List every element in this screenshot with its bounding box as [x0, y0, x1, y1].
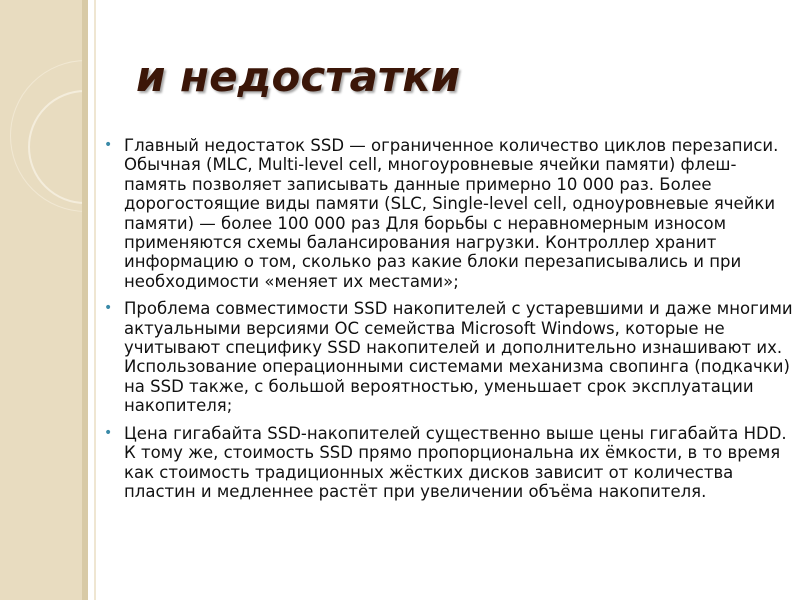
bullet-item-2 [104, 299, 794, 415]
divider-line [94, 0, 96, 600]
bullet-icon: • [104, 137, 113, 153]
bullet-text: Цена гигабайта SSD-накопителей существенно выше цены гигабайта HDD. К тому же, стоимость SSD прямо пропорциональна их ёмкости, в то время как стоимость традиционных жёстких дисков зависит от количества пластин и медленнее растёт при увеличении объёма накопителя. [124, 423, 787, 501]
bullet-text: Главный недостаток SSD — ограниченное количество циклов перезаписи. Обычная (MLC, Multi-level cell, многоуровневые ячейки памяти) флеш-память позволяет записывать данные примерно 10 000 раз. Более дорогостоящие виды памяти (SLC, Single-level cell, одноуровневые ячейки памяти) — более 100 000 раз Для борьбы с неравномерным износом применяются схемы балансирования нагрузки. Контроллер хранит информацию о том, сколько раз какие блоки перезаписывались и при необходимости «меняет их местами»; [124, 136, 779, 291]
bullet-icon: • [104, 424, 113, 441]
bullet-list [104, 136, 794, 509]
decorative-stripe [82, 0, 88, 600]
slide-title: и недостатки [136, 52, 461, 101]
bullet-icon: • [104, 300, 113, 317]
bullet-item-1 [104, 136, 794, 291]
bullet-text: Проблема совместимости SSD накопителей с устаревшими и даже многими актуальными версиями ОС семейства Microsoft Windows, которые не учитывают специфику SSD накопителей и дополнительно изнашивают их. Использование операционными системами механизма свопинга (подкачки) на SSD также, с большой вероятностью, уменьшает срок эксплуатации накопителя; [124, 299, 793, 416]
decorative-side-band [0, 0, 88, 600]
bullet-item-3 [104, 424, 794, 502]
